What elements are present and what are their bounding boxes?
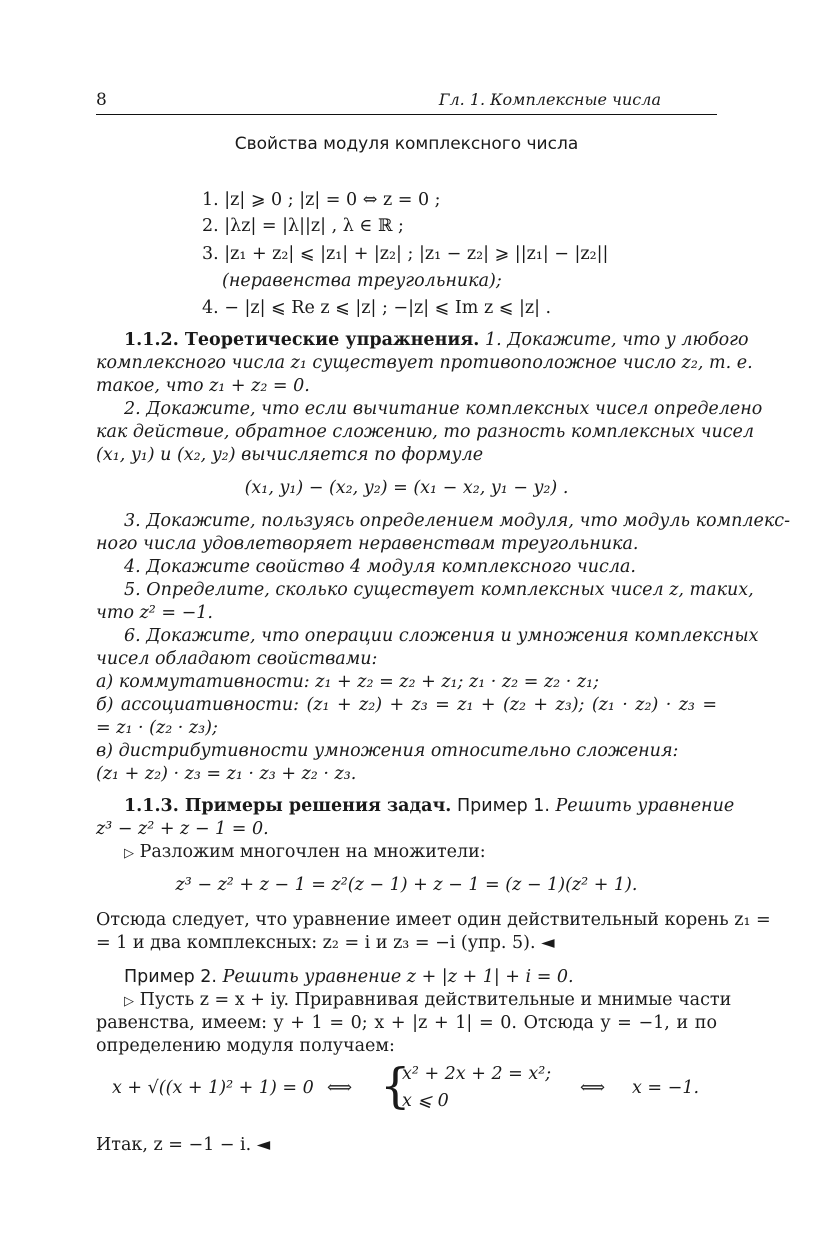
example-2-final-text: Итак, z = −1 − i. [96,1135,252,1155]
left-brace-icon: { [380,1058,411,1114]
example-1-conclusion-text: = 1 и два комплексных: z₂ = i и z₃ = −i (упр. 5). [96,933,536,953]
example-1-label: Пример 1. [456,796,550,816]
system-line-2: x ⩽ 0 [402,1091,449,1111]
exercise-line: 6. Докажите, что операции сложения и умножения комплексных [124,626,759,646]
example-2-final [96,1134,717,1156]
example-2-radical-equation: x + √((x + 1)² + 1) = 0 [112,1078,314,1098]
example-1-conclusion-1: Отсюда следует, что уравнение имеет один действительный корень z₁ = [96,910,771,930]
example-2-line-1 [96,989,732,1013]
example-2-line-2: равенства, имеем: y + 1 = 0; x + |z + 1| = 0. Отсюда y = −1, и по [96,1013,717,1033]
exercise-line: а) коммутативности: z₁ + z₂ = z₂ + z₁; z₁ · z₂ = z₂ · z₁; [96,672,600,692]
property-3-note: (неравенства треугольника); [222,271,502,291]
end-of-solution-icon: ◄ [256,1135,271,1155]
exercise-line: ного числа удовлетворяет неравенствам треугольника. [96,534,639,554]
exercise-line: как действие, обратное сложению, то разность комплексных чисел [96,422,755,442]
example-2-label: Пример 2. [124,967,217,987]
exercise-line: 2. Докажите, что если вычитание комплексных чисел определено [124,399,763,419]
exercise-line: (x₁, y₁) и (x₂, y₂) вычисляется по формуле [96,445,484,465]
property-1: 1. |z| ⩾ 0 ; |z| = 0 ⇔ z = 0 ; [202,190,441,210]
subtraction-formula: (x₁, y₁) − (x₂, y₂) = (x₁ − x₂, y₁ − y₂) . [244,478,569,498]
example-2-root: x = −1. [632,1078,700,1098]
exercise-line: 4. Докажите свойство 4 модуля комплексного числа. [124,557,636,577]
page-header [96,90,717,115]
equivalence-symbol: ⟺ [580,1078,606,1098]
exercise-line: 3. Докажите, пользуясь определением модуля, что модуль комплекс- [124,511,791,531]
exercise-line: чисел обладают свойствами: [96,649,378,669]
exercise-line: что z² = −1. [96,603,213,623]
equivalence-symbol: ⟺ [327,1078,353,1098]
exercise-line: комплексного числа z₁ существует противоположное число z₂, т. е. [96,353,753,373]
exercise-line: 5. Определите, сколько существует комплексных чисел z, таких, [124,580,754,600]
example-2-display [112,1058,712,1122]
example-2-line-1-text: Пусть z = x + iy. Приравнивая действительные и мнимые части [139,990,732,1010]
example-2-line-3: определению модуля получаем: [96,1036,395,1056]
running-title: Гл. 1. Комплексные числа [438,90,661,109]
exercises-heading: 1.1.2. Теоретические упражнения. [124,330,480,350]
property-4: 4. − |z| ⩽ Re z ⩽ |z| ; −|z| ⩽ Im z ⩽ |z| . [202,298,552,318]
example-1-step-text: Разложим многочлен на множители: [139,842,486,862]
exercise-line: такое, что z₁ + z₂ = 0. [96,376,310,396]
exercise-line: б) ассоциативности: (z₁ + z₂) + z₃ = z₁ + (z₂ + z₃); (z₁ · z₂) · z₃ = [96,695,717,715]
example-1-conclusion-2 [96,932,717,954]
triangle-right-icon: ▷ [124,994,134,1009]
exercise-line: в) дистрибутивности умножения относительно сложения: [96,741,679,761]
system-line-1: x² + 2x + 2 = x²; [402,1064,552,1084]
property-3: 3. |z₁ + z₂| ⩽ |z₁| + |z₂| ; |z₁ − z₂| ⩾ ||z₁| − |z₂|| [202,244,609,264]
property-2: 2. |λz| = |λ||z| , λ ∈ ℝ ; [202,216,404,236]
exercises-first-line [96,329,749,351]
examples-first-line [96,795,735,817]
example-1-equation: z³ − z² + z − 1 = 0. [96,819,269,839]
page-number: 8 [96,90,107,110]
example-1-factorization: z³ − z² + z − 1 = z²(z − 1) + z − 1 = (z − 1)(z² + 1). [175,875,638,895]
triangle-right-icon: ▷ [124,846,134,861]
examples-heading: 1.1.3. Примеры решения задач. [124,796,452,816]
example-1-task: Решить уравнение [555,796,735,816]
exercise-line: (z₁ + z₂) · z₃ = z₁ · z₃ + z₂ · z₃. [96,764,357,784]
example-2-task: Решить уравнение z + |z + 1| + i = 0. [222,967,574,987]
example-2-header [96,966,717,988]
exercise-1-start: 1. Докажите, что у любого [484,330,749,350]
example-1-step [96,841,717,865]
end-of-solution-icon: ◄ [541,933,555,953]
exercise-line: = z₁ · (z₂ · z₃); [96,718,218,738]
properties-title: Свойства модуля комплексного числа [234,134,579,154]
